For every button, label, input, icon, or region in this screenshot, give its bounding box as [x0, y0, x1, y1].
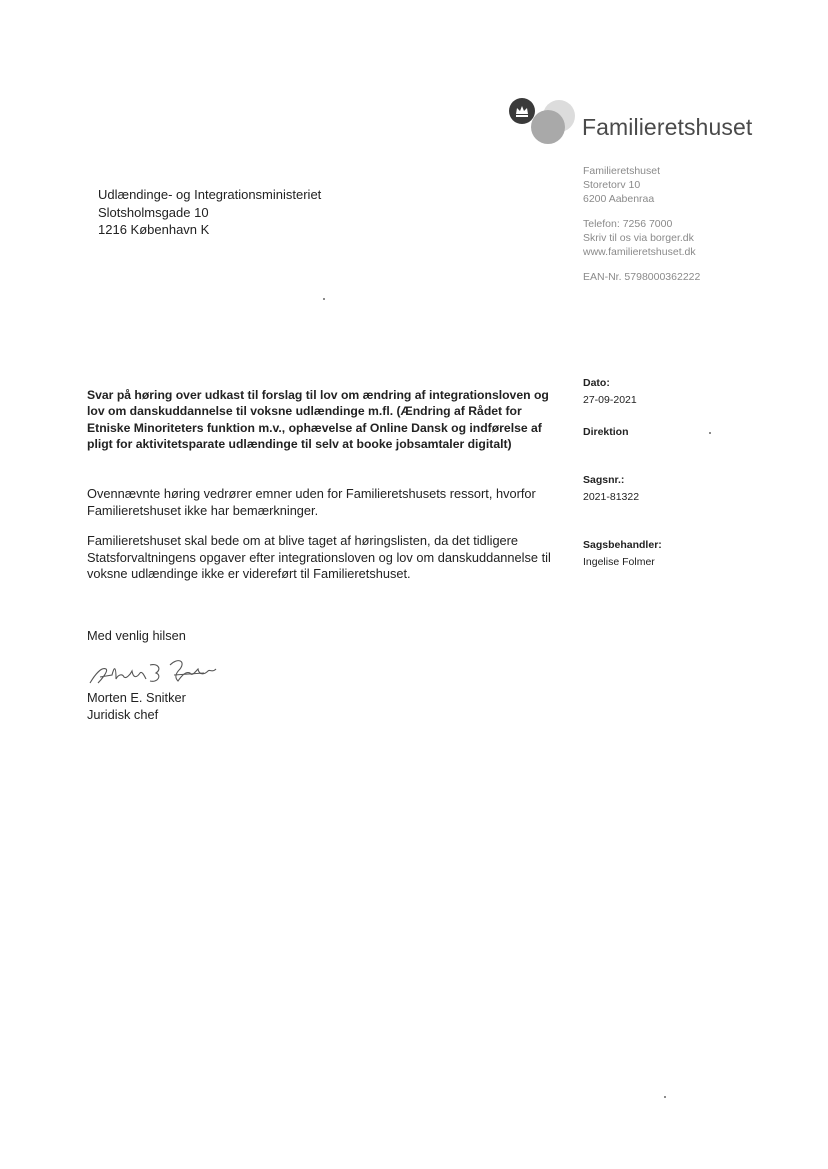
logo-wordmark: Familieretshuset — [582, 114, 753, 140]
sender-web: www.familieretshuset.dk — [583, 246, 696, 258]
recipient-address — [98, 186, 321, 239]
date-label: Dato: — [583, 377, 610, 389]
case-number-value: 2021-81322 — [583, 491, 640, 503]
signer-name: Morten E. Snitker — [87, 690, 186, 705]
department: Direktion — [583, 426, 629, 438]
scan-speck — [323, 298, 325, 300]
recipient-line-3: 1216 København K — [98, 222, 210, 237]
recipient-line-1: Udlændinge- og Integrationsministeriet — [98, 187, 322, 202]
case-handler-value: Ingelise Folmer — [583, 556, 655, 568]
scan-speck — [664, 1096, 666, 1098]
scan-speck — [709, 432, 711, 434]
sender-address — [583, 164, 700, 284]
letter-subject: Svar på høring over udkast til forslag til lov om ændring af integrationsloven og lov om danskuddannelse til voksne udlændinge m.fl. (Ændring af Rådet for Etniske Minoriteters funktion m.v., ophævelse af Online Dansk og indførelse af pligt for aktivitetsparate udlændinge til selv at booke jobsamtaler digitalt) — [87, 388, 549, 451]
logo-circle-grey — [531, 110, 565, 144]
body-paragraph-1: Ovennævnte høring vedrører emner uden for Familieretshusets ressort, hvorfor Familieretshuset ikke har bemærkninger. — [87, 486, 536, 518]
crown-icon — [509, 98, 535, 124]
closing-greeting: Med venlig hilsen — [87, 628, 186, 643]
recipient-line-2: Slotsholmsgade 10 — [98, 204, 209, 220]
case-handler-label: Sagsbehandler: — [583, 539, 662, 551]
signer-block — [87, 689, 186, 723]
body-paragraph-2: Familieretshuset skal bede om at blive taget af høringslisten, da det tidligere Statsforvaltningens opgaver efter integrationsloven og lov om danskuddannelse til voksne udlændinge ikke er videreført til Familieretshuset. — [87, 533, 551, 581]
sender-city: 6200 Aabenraa — [583, 193, 655, 205]
sender-name: Familieretshuset — [583, 165, 661, 177]
signer-title: Juridisk chef — [87, 707, 159, 722]
sender-phone: Telefon: 7256 7000 — [583, 218, 673, 230]
case-number-label: Sagsnr.: — [583, 474, 625, 486]
sender-ean: EAN-Nr. 5798000362222 — [583, 271, 701, 283]
sender-street: Storetorv 10 — [583, 179, 641, 191]
sender-write: Skriv til os via borger.dk — [583, 232, 694, 244]
date-value: 27-09-2021 — [583, 394, 637, 406]
